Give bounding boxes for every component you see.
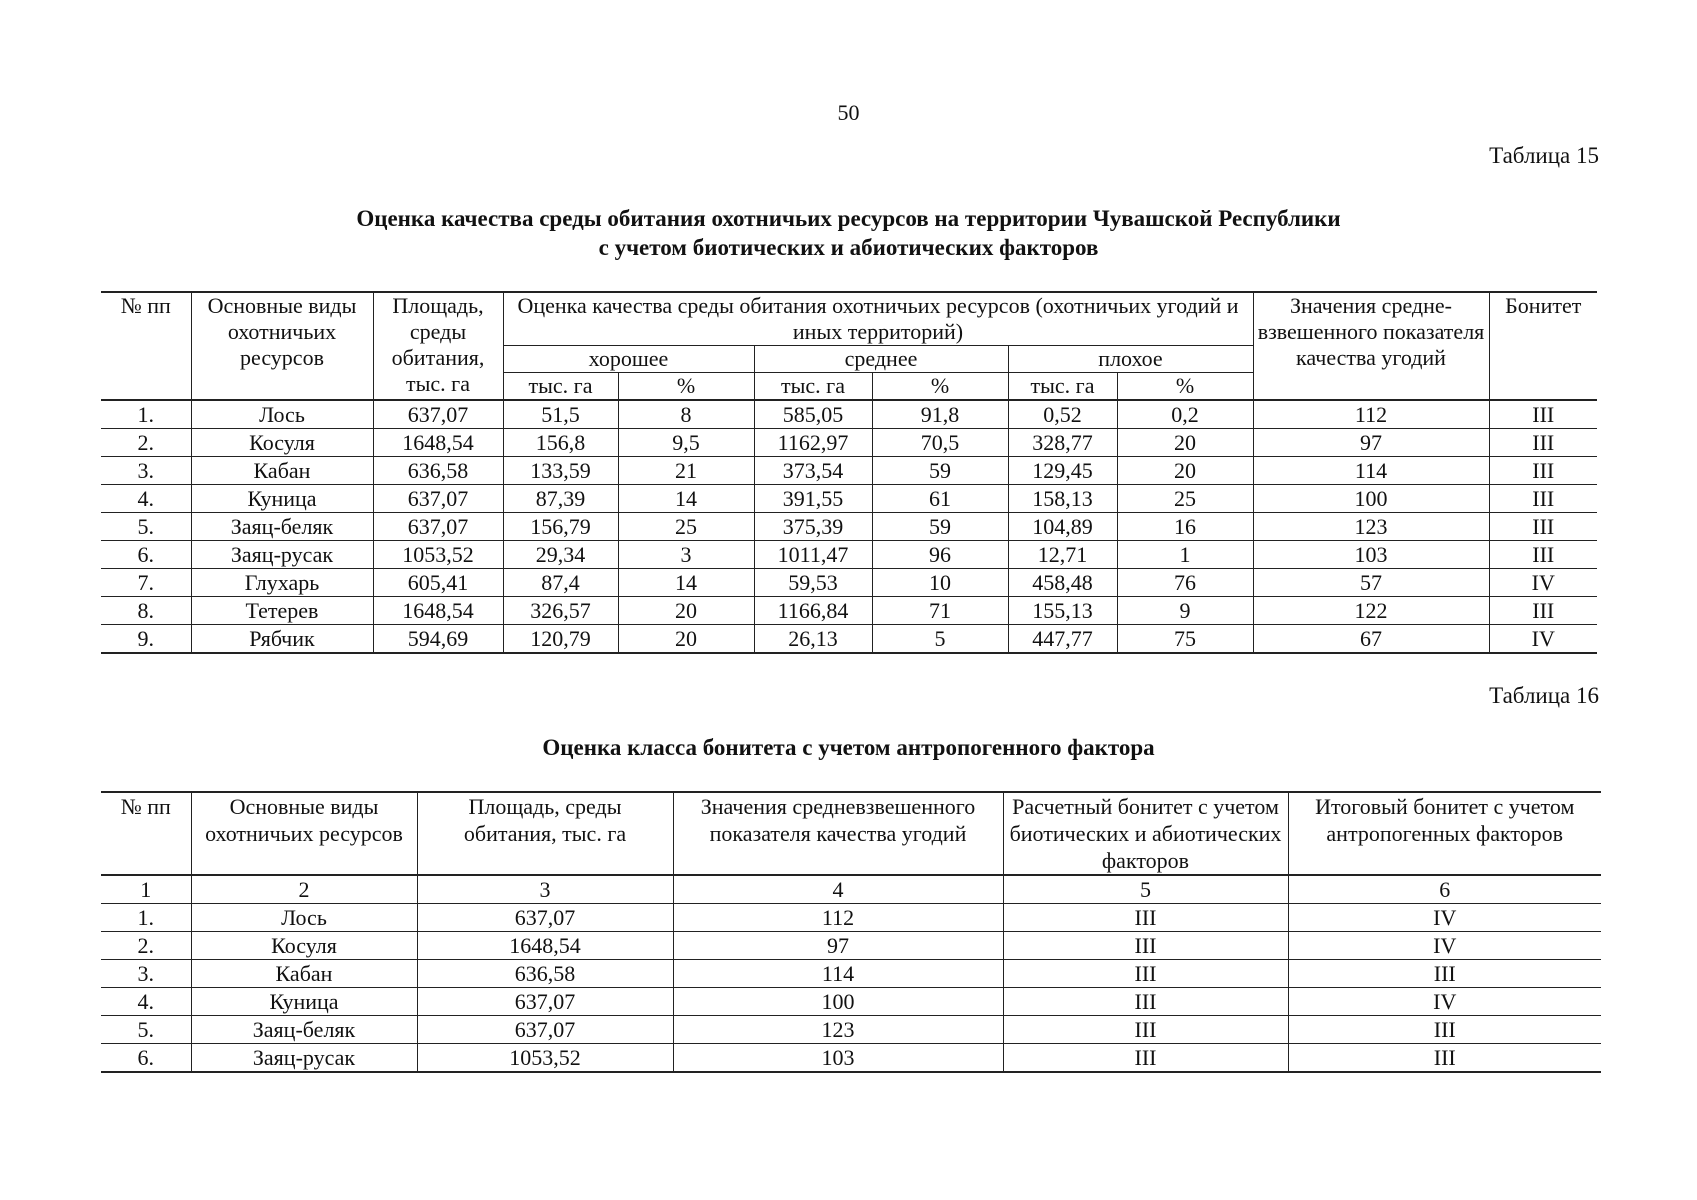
column-number-row	[101, 875, 1601, 904]
medium-area: 1011,47	[754, 541, 872, 569]
habitat-area: 636,58	[417, 960, 673, 988]
row-number: 6.	[101, 541, 191, 569]
table-row	[101, 625, 1597, 654]
table-row	[101, 400, 1597, 429]
species-name: Заяц-беляк	[191, 513, 373, 541]
species-name: Лось	[191, 400, 373, 429]
species-name: Кабан	[191, 457, 373, 485]
header-quality-group: Оценка качества среды обитания охотничьих ресурсов (охотничьих угодий и иных территорий)	[503, 292, 1253, 346]
row-number: 3.	[101, 457, 191, 485]
medium-area: 585,05	[754, 400, 872, 429]
column-number: 5	[1003, 875, 1288, 904]
table-row	[101, 513, 1597, 541]
habitat-area: 637,07	[373, 485, 503, 513]
row-number: 1.	[101, 904, 191, 932]
row-number: 5.	[101, 513, 191, 541]
medium-area: 59,53	[754, 569, 872, 597]
habitat-area: 637,07	[417, 1016, 673, 1044]
table-row	[101, 541, 1597, 569]
bad-area: 12,71	[1008, 541, 1117, 569]
table-row	[101, 904, 1601, 932]
row-number: 4.	[101, 988, 191, 1016]
avg-index: 97	[1253, 429, 1489, 457]
habitat-quality-table	[101, 291, 1597, 654]
header-area: Площадь, среды обитания, тыс. га	[373, 292, 503, 400]
column-number: 3	[417, 875, 673, 904]
habitat-area: 637,07	[373, 513, 503, 541]
table-row	[101, 960, 1601, 988]
bonitet-class: III	[1489, 597, 1597, 625]
header-avg-index: Значения средневзвешенного показателя качества угодий	[673, 792, 1003, 875]
medium-percent: 71	[872, 597, 1008, 625]
bad-percent: 20	[1117, 429, 1253, 457]
avg-index: 97	[673, 932, 1003, 960]
habitat-area: 637,07	[417, 904, 673, 932]
good-percent: 20	[618, 597, 754, 625]
bad-area: 158,13	[1008, 485, 1117, 513]
medium-area: 1162,97	[754, 429, 872, 457]
bad-percent: 76	[1117, 569, 1253, 597]
good-percent: 8	[618, 400, 754, 429]
bonitet-class: III	[1489, 457, 1597, 485]
good-area: 29,34	[503, 541, 618, 569]
avg-index: 122	[1253, 597, 1489, 625]
good-percent: 14	[618, 485, 754, 513]
header-good-pct: %	[618, 373, 754, 401]
species-name: Косуля	[191, 932, 417, 960]
species-name: Заяц-русак	[191, 1044, 417, 1073]
medium-area: 26,13	[754, 625, 872, 654]
habitat-area: 636,58	[373, 457, 503, 485]
table15-title-line2: с учетом биотических и абиотических факторов	[598, 235, 1099, 260]
calc-bonitet: III	[1003, 932, 1288, 960]
medium-percent: 59	[872, 457, 1008, 485]
column-number: 4	[673, 875, 1003, 904]
row-number: 5.	[101, 1016, 191, 1044]
bonitet-class: IV	[1489, 569, 1597, 597]
table15-title	[0, 204, 1697, 262]
final-bonitet: III	[1288, 1016, 1601, 1044]
final-bonitet: IV	[1288, 988, 1601, 1016]
avg-index: 123	[673, 1016, 1003, 1044]
medium-area: 373,54	[754, 457, 872, 485]
bad-area: 0,52	[1008, 400, 1117, 429]
good-area: 133,59	[503, 457, 618, 485]
species-name: Глухарь	[191, 569, 373, 597]
avg-index: 123	[1253, 513, 1489, 541]
table-row	[101, 1016, 1601, 1044]
table-row	[101, 485, 1597, 513]
species-name: Тетерев	[191, 597, 373, 625]
good-percent: 9,5	[618, 429, 754, 457]
bad-percent: 1	[1117, 541, 1253, 569]
medium-percent: 5	[872, 625, 1008, 654]
row-number: 4.	[101, 485, 191, 513]
bad-area: 447,77	[1008, 625, 1117, 654]
good-area: 87,4	[503, 569, 618, 597]
medium-percent: 61	[872, 485, 1008, 513]
bad-percent: 75	[1117, 625, 1253, 654]
species-name: Кабан	[191, 960, 417, 988]
bonitet-class: III	[1489, 400, 1597, 429]
row-number: 3.	[101, 960, 191, 988]
bonitet-class: IV	[1489, 625, 1597, 654]
medium-percent: 96	[872, 541, 1008, 569]
good-percent: 14	[618, 569, 754, 597]
good-area: 326,57	[503, 597, 618, 625]
row-number: 6.	[101, 1044, 191, 1073]
bad-area: 155,13	[1008, 597, 1117, 625]
table-row	[101, 597, 1597, 625]
good-percent: 20	[618, 625, 754, 654]
header-num: № пп	[101, 292, 191, 400]
bad-percent: 9	[1117, 597, 1253, 625]
header-medium-pct: %	[872, 373, 1008, 401]
header-medium-ha: тыс. га	[754, 373, 872, 401]
column-number: 1	[101, 875, 191, 904]
header-bonitet: Бонитет	[1489, 292, 1597, 400]
final-bonitet: III	[1288, 960, 1601, 988]
table15-title-line1: Оценка качества среды обитания охотничьих ресурсов на территории Чувашской Республики	[356, 206, 1341, 231]
avg-index: 103	[1253, 541, 1489, 569]
habitat-area: 637,07	[373, 400, 503, 429]
table-row	[101, 988, 1601, 1016]
species-name: Заяц-беляк	[191, 1016, 417, 1044]
habitat-area: 637,07	[417, 988, 673, 1016]
row-number: 9.	[101, 625, 191, 654]
table16-title: Оценка класса бонитета с учетом антропогенного фактора	[542, 735, 1155, 760]
bonitet-class: III	[1489, 513, 1597, 541]
bonitet-class: III	[1489, 485, 1597, 513]
species-name: Лось	[191, 904, 417, 932]
species-name: Косуля	[191, 429, 373, 457]
header-bad-pct: %	[1117, 373, 1253, 401]
good-area: 87,39	[503, 485, 618, 513]
species-name: Куница	[191, 485, 373, 513]
good-percent: 3	[618, 541, 754, 569]
header-avg-index: Значения средне-взвешенного показателя качества угодий	[1253, 292, 1489, 400]
page-number: 50	[837, 100, 860, 125]
medium-percent: 10	[872, 569, 1008, 597]
habitat-area: 1053,52	[417, 1044, 673, 1073]
medium-percent: 59	[872, 513, 1008, 541]
calc-bonitet: III	[1003, 1044, 1288, 1073]
column-number: 6	[1288, 875, 1601, 904]
bonitet-class: III	[1489, 541, 1597, 569]
header-good: хорошее	[503, 346, 754, 373]
habitat-area: 1648,54	[373, 429, 503, 457]
good-area: 156,79	[503, 513, 618, 541]
header-bad-ha: тыс. га	[1008, 373, 1117, 401]
habitat-area: 594,69	[373, 625, 503, 654]
final-bonitet: IV	[1288, 932, 1601, 960]
bad-area: 129,45	[1008, 457, 1117, 485]
final-bonitet: IV	[1288, 904, 1601, 932]
table-row	[101, 429, 1597, 457]
avg-index: 112	[673, 904, 1003, 932]
habitat-area: 1053,52	[373, 541, 503, 569]
table15-caption: Таблица 15	[1489, 143, 1599, 168]
avg-index: 114	[1253, 457, 1489, 485]
row-number: 8.	[101, 597, 191, 625]
header-area: Площадь, среды обитания, тыс. га	[417, 792, 673, 875]
bad-percent: 16	[1117, 513, 1253, 541]
calc-bonitet: III	[1003, 904, 1288, 932]
bad-percent: 25	[1117, 485, 1253, 513]
calc-bonitet: III	[1003, 988, 1288, 1016]
bad-area: 104,89	[1008, 513, 1117, 541]
table16-caption: Таблица 16	[1489, 683, 1599, 708]
habitat-area: 605,41	[373, 569, 503, 597]
header-good-ha: тыс. га	[503, 373, 618, 401]
row-number: 1.	[101, 400, 191, 429]
header-num: № пп	[101, 792, 191, 875]
species-name: Куница	[191, 988, 417, 1016]
bonitet-class-table	[101, 791, 1601, 1073]
bad-percent: 0,2	[1117, 400, 1253, 429]
row-number: 7.	[101, 569, 191, 597]
bad-area: 458,48	[1008, 569, 1117, 597]
avg-index: 114	[673, 960, 1003, 988]
avg-index: 57	[1253, 569, 1489, 597]
medium-percent: 91,8	[872, 400, 1008, 429]
habitat-area: 1648,54	[417, 932, 673, 960]
avg-index: 100	[1253, 485, 1489, 513]
bonitet-class: III	[1489, 429, 1597, 457]
header-species: Основные виды охотничьих ресурсов	[191, 292, 373, 400]
medium-area: 391,55	[754, 485, 872, 513]
good-area: 120,79	[503, 625, 618, 654]
row-number: 2.	[101, 429, 191, 457]
table-row	[101, 932, 1601, 960]
header-species: Основные виды охотничьих ресурсов	[191, 792, 417, 875]
final-bonitet: III	[1288, 1044, 1601, 1073]
header-bad: плохое	[1008, 346, 1253, 373]
good-area: 51,5	[503, 400, 618, 429]
avg-index: 112	[1253, 400, 1489, 429]
bad-area: 328,77	[1008, 429, 1117, 457]
calc-bonitet: III	[1003, 960, 1288, 988]
bad-percent: 20	[1117, 457, 1253, 485]
avg-index: 100	[673, 988, 1003, 1016]
calc-bonitet: III	[1003, 1016, 1288, 1044]
good-area: 156,8	[503, 429, 618, 457]
row-number: 2.	[101, 932, 191, 960]
header-medium: среднее	[754, 346, 1008, 373]
table-row	[101, 1044, 1601, 1073]
avg-index: 103	[673, 1044, 1003, 1073]
table-row	[101, 569, 1597, 597]
species-name: Рябчик	[191, 625, 373, 654]
medium-area: 1166,84	[754, 597, 872, 625]
table-row	[101, 457, 1597, 485]
avg-index: 67	[1253, 625, 1489, 654]
medium-area: 375,39	[754, 513, 872, 541]
medium-percent: 70,5	[872, 429, 1008, 457]
header-final-bonitet: Итоговый бонитет с учетом антропогенных факторов	[1288, 792, 1601, 875]
species-name: Заяц-русак	[191, 541, 373, 569]
header-calc-bonitet: Расчетный бонитет с учетом биотических и абиотических факторов	[1003, 792, 1288, 875]
habitat-area: 1648,54	[373, 597, 503, 625]
column-number: 2	[191, 875, 417, 904]
good-percent: 25	[618, 513, 754, 541]
good-percent: 21	[618, 457, 754, 485]
